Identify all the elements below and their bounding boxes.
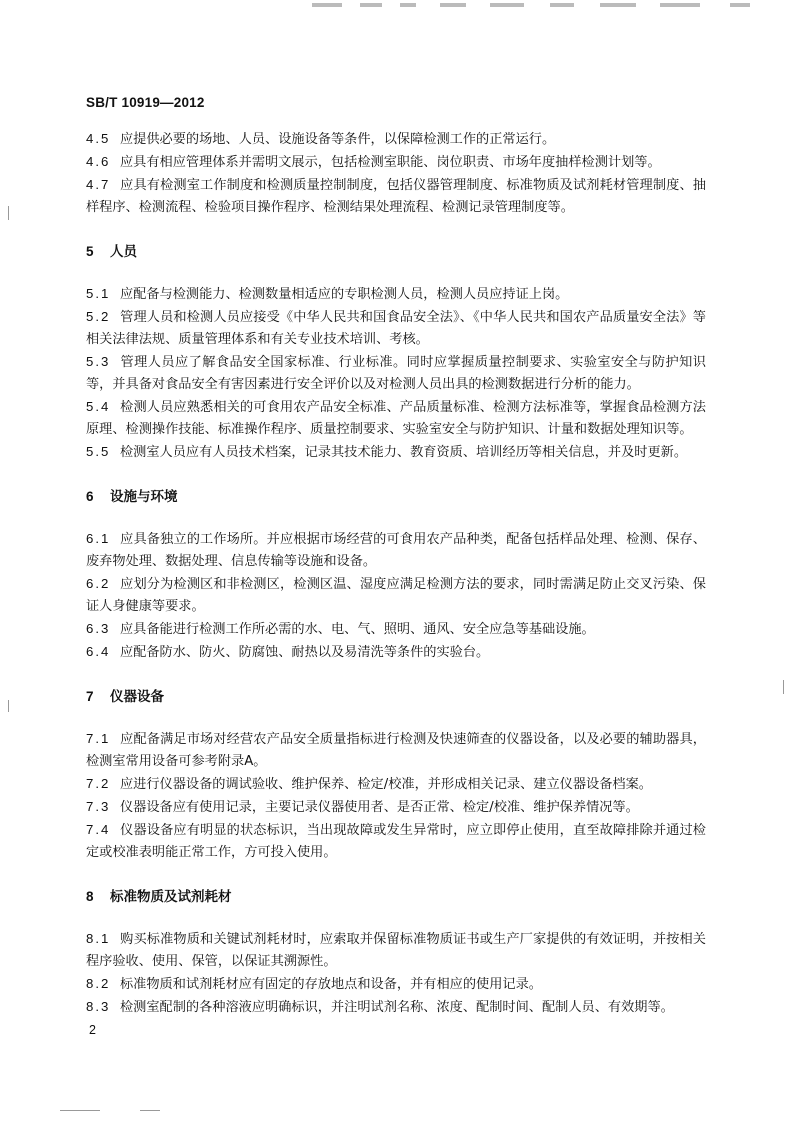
clause — [86, 151, 706, 174]
clause — [86, 996, 706, 1019]
clause-number: 8.3 — [86, 999, 111, 1014]
clause-number: 5.1 — [86, 286, 111, 301]
clause-text: 应划分为检测区和非检测区，检测区温、湿度应满足检测方法的要求，同时需满足防止交叉污染、保证人身健康等要求。 — [86, 577, 706, 614]
clause-text: 应提供必要的场地、人员、设施设备等条件，以保障检测工作的正常运行。 — [120, 132, 556, 147]
clause-number: 5.4 — [86, 399, 111, 414]
clause-number: 7.3 — [86, 799, 111, 814]
chapter-number: 6 — [86, 489, 94, 504]
clause-number: 6.2 — [86, 576, 111, 591]
clause-number: 4.5 — [86, 131, 111, 146]
page-number: 2 — [89, 1023, 96, 1037]
clause-text: 检测人员应熟悉相关的可食用农产品安全标准、产品质量标准、检测方法标准等，掌握食品检测方法原理、检测操作技能、标准操作程序、质量控制要求、实验室安全与防护知识、计量和数据处理知识等。 — [86, 400, 706, 437]
clause — [86, 441, 706, 464]
clause — [86, 728, 706, 773]
clause-number: 4.6 — [86, 154, 111, 169]
clause — [86, 351, 706, 396]
clause — [86, 174, 706, 219]
standard-number: SB/T 10919—2012 — [86, 95, 205, 110]
clause — [86, 128, 706, 151]
clause-text: 应具有相应管理体系并需明文展示，包括检测室职能、岗位职责、市场年度抽样检测计划等。 — [120, 155, 661, 170]
clause-number: 6.3 — [86, 621, 111, 636]
clause-number: 8.1 — [86, 931, 111, 946]
clause-text: 管理人员和检测人员应接受《中华人民共和国食品安全法》、《中华人民共和国农产品质量安全法》等相关法律法规、质量管理体系和有关专业技术培训、考核。 — [86, 310, 706, 347]
clause — [86, 928, 706, 973]
clause — [86, 528, 706, 573]
clause — [86, 641, 706, 664]
clause-text: 管理人员应了解食品安全国家标准、行业标准。同时应掌握质量控制要求、实验室安全与防护知识等，并具备对食品安全有害因素进行安全评价以及对检测人员出具的检测数据进行分析的能力。 — [86, 355, 706, 392]
chapter-title: 人员 — [110, 244, 137, 260]
document-body — [86, 128, 706, 1019]
clause — [86, 283, 706, 306]
chapter-heading — [86, 241, 706, 263]
clause — [86, 396, 706, 441]
clause-number: 6.1 — [86, 531, 111, 546]
clause-text: 应具备独立的工作场所。并应根据市场经营的可食用农产品种类，配备包括样品处理、检测、保存、废弃物处理、数据处理、信息传输等设施和设备。 — [86, 532, 706, 569]
chapter-title: 设施与环境 — [110, 489, 178, 505]
clause-number: 6.4 — [86, 644, 111, 659]
scan-artifact-left-1 — [8, 206, 9, 220]
scan-artifact-right — [783, 680, 784, 694]
clause-text: 检测室配制的各种溶液应明确标识，并注明试剂名称、浓度、配制时间、配制人员、有效期等。 — [120, 1000, 674, 1015]
scan-artifact-left-2 — [8, 700, 9, 712]
clause — [86, 796, 706, 819]
chapter-title: 标准物质及试剂耗材 — [110, 889, 232, 905]
clause-number: 7.4 — [86, 822, 111, 837]
clause-text: 应具有检测室工作制度和检测质量控制制度，包括仪器管理制度、标准物质及试剂耗材管理制度、抽样程序、检测流程、检验项目操作程序、检测结果处理流程、检测记录管理制度等。 — [86, 178, 706, 215]
scan-artifact-top — [300, 0, 770, 14]
clause-text: 购买标准物质和关键试剂耗材时，应索取并保留标准物质证书或生产厂家提供的有效证明，并按相关程序验收、使用、保管，以保证其溯源性。 — [86, 932, 706, 969]
chapter-title: 仪器设备 — [110, 689, 164, 705]
clause-number: 5.2 — [86, 309, 111, 324]
clause — [86, 773, 706, 796]
chapter-heading — [86, 886, 706, 908]
clause — [86, 973, 706, 996]
clause-text: 应配备与检测能力、检测数量相适应的专职检测人员，检测人员应持证上岗。 — [120, 287, 569, 302]
scan-artifact-bottom-1 — [60, 1110, 100, 1111]
clause-text: 仪器设备应有使用记录，主要记录仪器使用者、是否正常、检定/校准、维护保养情况等。 — [120, 800, 639, 815]
clause — [86, 819, 706, 864]
clause-text: 应进行仪器设备的调试验收、维护保养、检定/校准，并形成相关记录、建立仪器设备档案。 — [120, 777, 652, 792]
chapter-number: 8 — [86, 889, 94, 904]
clause-number: 5.5 — [86, 444, 111, 459]
clause-number: 7.2 — [86, 776, 111, 791]
clause-text: 仪器设备应有明显的状态标识，当出现故障或发生异常时，应立即停止使用，直至故障排除并通过检定或校准表明能正常工作，方可投入使用。 — [86, 823, 706, 860]
chapter-heading — [86, 686, 706, 708]
chapter-heading — [86, 486, 706, 508]
clause-number: 8.2 — [86, 976, 111, 991]
clause-text: 标准物质和试剂耗材应有固定的存放地点和设备，并有相应的使用记录。 — [120, 977, 542, 992]
chapter-number: 5 — [86, 244, 94, 259]
clause-number: 7.1 — [86, 731, 111, 746]
clause-text: 应具备能进行检测工作所必需的水、电、气、照明、通风、安全应急等基础设施。 — [120, 622, 595, 637]
clause-number: 4.7 — [86, 177, 111, 192]
clause — [86, 573, 706, 618]
chapter-number: 7 — [86, 689, 94, 704]
clause-text: 检测室人员应有人员技术档案，记录其技术能力、教育资质、培训经历等相关信息，并及时更新。 — [120, 445, 688, 460]
clause — [86, 306, 706, 351]
clause — [86, 618, 706, 641]
clause-number: 5.3 — [86, 354, 111, 369]
scan-artifact-bottom-2 — [140, 1110, 160, 1111]
clause-text: 应配备防水、防火、防腐蚀、耐热以及易清洗等条件的实验台。 — [120, 645, 490, 660]
clause-text: 应配备满足市场对经营农产品安全质量指标进行检测及快速筛查的仪器设备，以及必要的辅助器具，检测室常用设备可参考附录A。 — [86, 732, 706, 769]
